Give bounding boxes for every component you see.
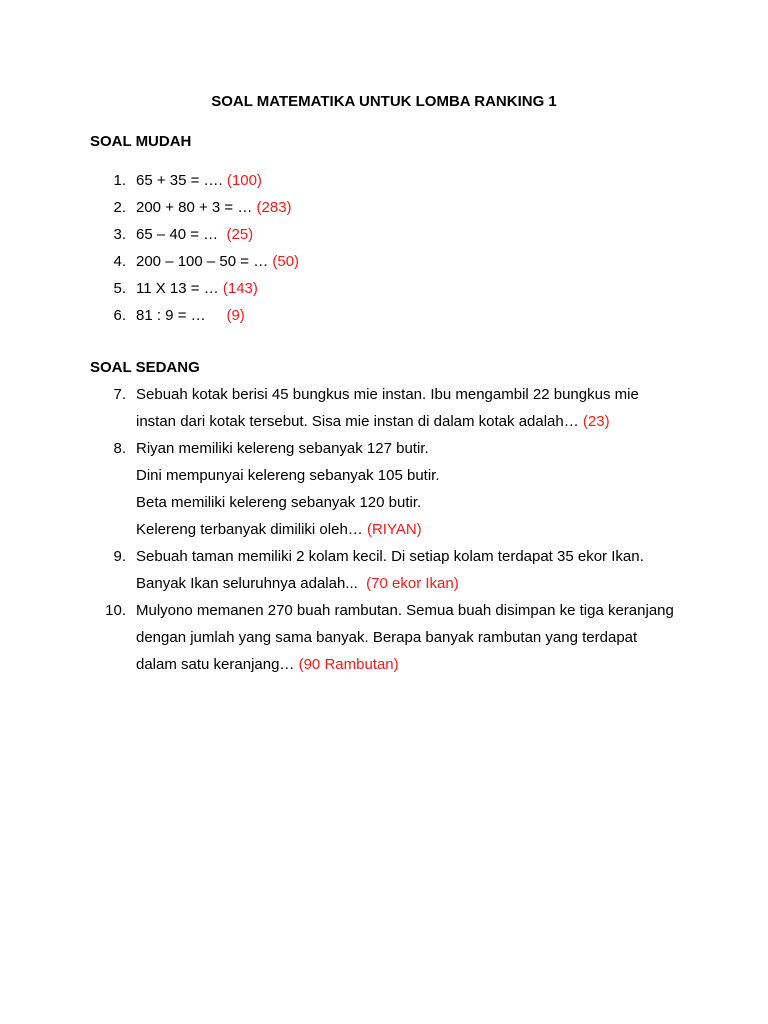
list-item (0, 167, 768, 194)
question-text: 200 – 100 – 50 = … (136, 253, 273, 270)
question-text: 65 – 40 = … (136, 226, 227, 243)
list-item (0, 597, 768, 678)
list-item (0, 248, 768, 275)
section-heading-mudah: SOAL MUDAH (90, 133, 192, 150)
answer-text: (90 Rambutan) (298, 656, 399, 673)
question-text: 11 X 13 = … (136, 280, 223, 297)
section-heading-sedang: SOAL SEDANG (90, 359, 200, 376)
question-line: Beta memiliki kelereng sebanyak 120 butir. (136, 494, 422, 511)
question-line: Sebuah kotak berisi 45 bungkus mie instan. Ibu mengambil 22 bungkus mie (136, 386, 639, 403)
item-number: 6. (113, 307, 126, 324)
item-number: 9. (113, 548, 126, 565)
item-number: 2. (113, 199, 126, 216)
item-number: 8. (113, 440, 126, 457)
question-line: Mulyono memanen 270 buah rambutan. Semua buah disimpan ke tiga keranjang (136, 602, 674, 619)
list-soal-mudah (0, 167, 768, 329)
question-line: Riyan memiliki kelereng sebanyak 127 butir. (136, 440, 429, 457)
item-number: 1. (113, 172, 126, 189)
question-line: instan dari kotak tersebut. Sisa mie instan di dalam kotak adalah… (136, 413, 583, 430)
answer-text: (283) (256, 199, 292, 216)
question-text: 200 + 80 + 3 = … (136, 199, 257, 216)
question-line: Kelereng terbanyak dimiliki oleh… (136, 521, 367, 538)
item-number: 3. (113, 226, 126, 243)
item-number: 5. (113, 280, 126, 297)
document-title: SOAL MATEMATIKA UNTUK LOMBA RANKING 1 (211, 93, 557, 110)
question-text: 65 + 35 = …. (136, 172, 227, 189)
question-line: Sebuah taman memiliki 2 kolam kecil. Di setiap kolam terdapat 35 ekor Ikan. (136, 548, 644, 565)
answer-text: (50) (272, 253, 300, 270)
list-item (0, 435, 768, 543)
item-number: 7. (113, 386, 126, 403)
list-item (0, 221, 768, 248)
list-item (0, 302, 768, 329)
list-item (0, 381, 768, 435)
question-line: dengan jumlah yang sama banyak. Berapa banyak rambutan yang terdapat (136, 629, 638, 646)
question-text: 81 : 9 = … (136, 307, 227, 324)
list-soal-sedang (0, 381, 768, 678)
question-line: Banyak Ikan seluruhnya adalah... (136, 575, 367, 592)
item-number: 10. (105, 602, 126, 619)
item-number: 4. (113, 253, 126, 270)
list-item (0, 194, 768, 221)
answer-text: (25) (226, 226, 254, 243)
answer-text: (23) (582, 413, 610, 430)
answer-text: (9) (226, 307, 245, 324)
list-item (0, 275, 768, 302)
answer-text: (100) (226, 172, 262, 189)
answer-text: (RIYAN) (366, 521, 422, 538)
answer-text: (143) (222, 280, 258, 297)
question-line: dalam satu keranjang… (136, 656, 299, 673)
answer-text: (70 ekor Ikan) (366, 575, 459, 592)
list-item (0, 543, 768, 597)
question-line: Dini mempunyai kelereng sebanyak 105 butir. (136, 467, 440, 484)
